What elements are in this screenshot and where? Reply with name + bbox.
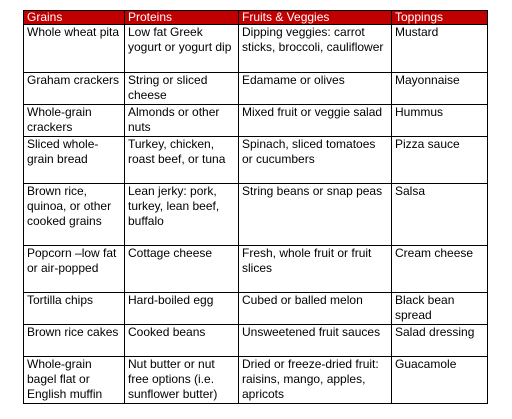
cell-fruits-veggies: Cubed or balled melon	[239, 293, 392, 325]
cell-proteins: Cottage cheese	[125, 246, 239, 293]
column-header-toppings: Toppings	[392, 11, 488, 25]
cell-fruits-veggies: Dipping veggies: carrot sticks, broccoli, cauliflower	[239, 25, 392, 73]
table-row	[24, 25, 488, 73]
table-row	[24, 137, 488, 184]
cell-toppings: Salad dressing	[392, 325, 488, 357]
cell-grains: Whole-grain bagel flat or English muffin	[24, 357, 125, 404]
cell-proteins: Cooked beans	[125, 325, 239, 357]
table-header-row	[24, 11, 488, 25]
cell-grains: Tortilla chips	[24, 293, 125, 325]
cell-fruits-veggies: String beans or snap peas	[239, 184, 392, 246]
cell-toppings: Cream cheese	[392, 246, 488, 293]
cell-grains: Brown rice, quinoa, or other cooked grains	[24, 184, 125, 246]
cell-proteins: Low fat Greek yogurt or yogurt dip	[125, 25, 239, 73]
column-header-proteins: Proteins	[125, 11, 239, 25]
cell-proteins: Almonds or other nuts	[125, 105, 239, 137]
table-row	[24, 357, 488, 404]
cell-grains: Popcorn –low fat or air-popped	[24, 246, 125, 293]
cell-fruits-veggies: Fresh, whole fruit or fruit slices	[239, 246, 392, 293]
cell-fruits-veggies: Spinach, sliced tomatoes or cucumbers	[239, 137, 392, 184]
cell-toppings: Mustard	[392, 25, 488, 73]
column-header-grains: Grains	[24, 11, 125, 25]
cell-toppings: Black bean spread	[392, 293, 488, 325]
cell-grains: Whole wheat pita	[24, 25, 125, 73]
table-row	[24, 105, 488, 137]
cell-proteins: Lean jerky: pork, turkey, lean beef, buffalo	[125, 184, 239, 246]
table-row	[24, 73, 488, 105]
table-row	[24, 325, 488, 357]
cell-toppings: Hummus	[392, 105, 488, 137]
cell-grains: Brown rice cakes	[24, 325, 125, 357]
cell-fruits-veggies: Mixed fruit or veggie salad	[239, 105, 392, 137]
cell-fruits-veggies: Dried or freeze-dried fruit: raisins, mango, apples, apricots	[239, 357, 392, 404]
cell-fruits-veggies: Edamame or olives	[239, 73, 392, 105]
table-row	[24, 246, 488, 293]
cell-proteins: Turkey, chicken, roast beef, or tuna	[125, 137, 239, 184]
cell-grains: Sliced whole-grain bread	[24, 137, 125, 184]
cell-toppings: Pizza sauce	[392, 137, 488, 184]
cell-toppings: Salsa	[392, 184, 488, 246]
cell-grains: Whole-grain crackers	[24, 105, 125, 137]
table-row	[24, 293, 488, 325]
snack-combinations-table	[23, 10, 488, 404]
table-row	[24, 184, 488, 246]
cell-grains: Graham crackers	[24, 73, 125, 105]
cell-fruits-veggies: Unsweetened fruit sauces	[239, 325, 392, 357]
column-header-fruits-veggies: Fruits & Veggies	[239, 11, 392, 25]
cell-proteins: Nut butter or nut free options (i.e. sunflower butter)	[125, 357, 239, 404]
cell-proteins: Hard-boiled egg	[125, 293, 239, 325]
cell-toppings: Mayonnaise	[392, 73, 488, 105]
snack-table-container	[23, 10, 488, 404]
cell-proteins: String or sliced cheese	[125, 73, 239, 105]
cell-toppings: Guacamole	[392, 357, 488, 404]
